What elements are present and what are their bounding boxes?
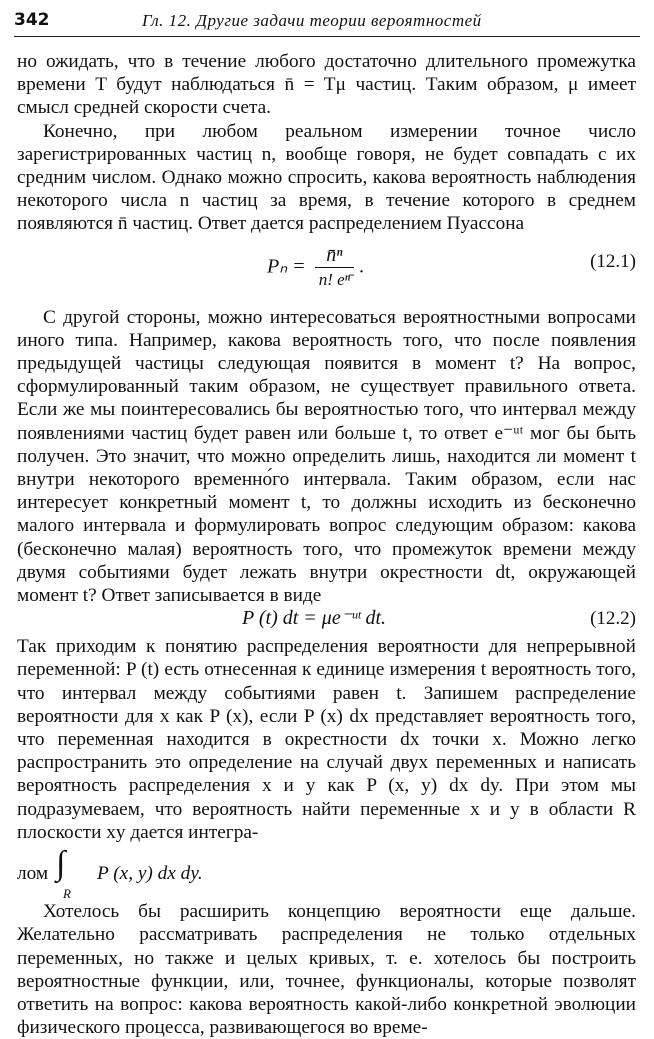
paragraph-5: Хотелось бы расширить концепцию вероятности еще дальше. Желательно рассматривать распределения не только отдельных переменных, но также и целых кривых, т. е. хотелось бы построить вероятностные функции, или, точнее, функционалы, которые позволят ответить на вопрос: какова вероятность какой-либо конкретной эволюции физического процесса, развивающегося во време- (17, 901, 636, 1039)
paragraph-3: С другой стороны, можно интересоваться вероятностными вопросами иного типа. Например, какова вероятность того, что после появления предыдущей частицы следующая появится в момент t? На вопрос, сформулированный таким образом, не существует правильного ответа. Если же мы поинтересовались бы вероятностью того, что интервал между появлениями частиц будет равен или больше t, то ответ e⁻ᵘᵗ мог бы быть получен. Это значит, что можно определить лишь, находится ли момент t внутри некоторого временно́го интервала. Таким образом, если нас интересует конкретный момент t, то должны исходить из бесконечно малого интервала и формулировать вопрос следующим образом: какова (бесконечно малая) вероятность того, что промежуток времени между двумя событиями будет лежать внутри окрестности dt, окружающей момент t? Ответ записывается в виде (17, 306, 636, 607)
eq1-period: . (359, 254, 364, 277)
eq2-expression: P (t) dt = μe⁻ᵘᵗ dt. (242, 607, 387, 630)
eq1-numerator: n̄ⁿ (315, 244, 354, 268)
equation-12-1 (17, 236, 636, 306)
integral-expression (17, 844, 636, 900)
eq1-lhs: Pₙ = (267, 254, 306, 277)
integral-sign: ∫ (56, 845, 66, 883)
running-header (14, 10, 640, 37)
page-number: 342 (14, 10, 50, 30)
integrand: P (x, y) dx dy. (97, 863, 203, 885)
running-title: Гл. 12. Другие задачи теории вероятностей (142, 11, 482, 30)
page-body (17, 50, 636, 1039)
integral-prefix: лом (17, 863, 49, 885)
eq1-number: (12.1) (590, 250, 636, 272)
paragraph-4: Так приходим к понятию распределения вероятности для непрерывной переменной: P (t) есть отнесенная к единице измерения t вероятность того, что интервал между событиями равен t. Запишем распределение вероятности для x как P (x), если P (x) dx представляет вероятность того, что переменная находится в окрестности dx точки x. Можно легко распространить это определение на случай двух переменных и написать вероятность распределения x и y как P (x, y) dx dy. При этом мы подразумеваем, что вероятность найти переменные x и y в области R плоскости xy дается интегра- (17, 636, 636, 843)
eq1-denominator: n! eⁿ̄ (318, 269, 350, 289)
paragraph-1: но ожидать, что в течение любого достаточно длительного промежутка времени T будут наблюдаться n̄ = Tμ частиц. Таким образом, μ имеет смысл средней скорости счета. (17, 51, 636, 119)
eq1-fraction (315, 244, 354, 291)
eq2-number: (12.2) (590, 608, 636, 630)
equation-12-2 (17, 607, 636, 635)
paragraph-2: Конечно, при любом реальном измерении точное число зарегистрированных частиц n, вообще говоря, не будет совпадать с их средним числом. Однако можно спросить, какова вероятность наблюдения некоторого числа n частиц за время, в течение которого в среднем появляются n̄ частиц. Ответ дается распределением Пуассона (17, 120, 636, 235)
integral-region: R (63, 886, 71, 902)
